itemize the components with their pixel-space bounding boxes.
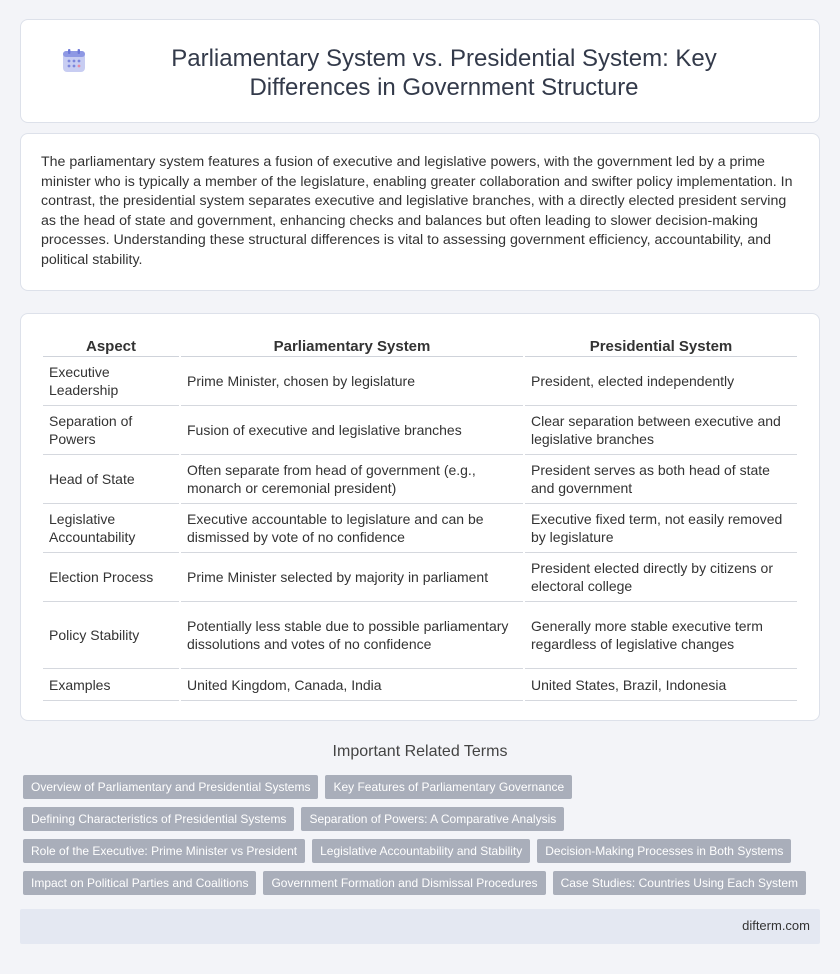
cell-parliamentary: Often separate from head of government (e.g., monarch or ceremonial president) xyxy=(181,455,523,504)
page-title: Parliamentary System vs. Presidential System: Key Differences in Government Structure xyxy=(171,45,717,101)
related-term-tag[interactable]: Role of the Executive: Prime Minister vs President xyxy=(23,839,305,863)
related-terms-heading: Important Related Terms xyxy=(332,743,508,760)
cell-aspect: Legislative Accountability xyxy=(43,504,179,553)
intro-card xyxy=(20,133,820,291)
table-row xyxy=(43,357,797,406)
cell-presidential: President serves as both head of state and government xyxy=(525,455,797,504)
title-card xyxy=(20,19,820,123)
related-term-tag[interactable]: Decision-Making Processes in Both Systems xyxy=(537,839,791,863)
cell-parliamentary: United Kingdom, Canada, India xyxy=(181,669,523,701)
header-presidential: Presidential System xyxy=(525,335,797,357)
related-term-tag[interactable]: Case Studies: Countries Using Each System xyxy=(553,871,806,895)
header-parliamentary: Parliamentary System xyxy=(181,335,523,357)
related-term-tag[interactable]: Key Features of Parliamentary Governance xyxy=(325,775,572,799)
cell-aspect: Separation of Powers xyxy=(43,406,179,455)
cell-parliamentary: Executive accountable to legislature and can be dismissed by vote of no confidence xyxy=(181,504,523,553)
cell-parliamentary: Potentially less stable due to possible parliamentary dissolutions and votes of no confidence xyxy=(181,602,523,669)
footer xyxy=(20,909,820,944)
intro-paragraph: The parliamentary system features a fusion of executive and legislative powers, with the government led by a prime minister who is typically a member of the legislature, enabling greater collaboration and swifter policy implementation. In contrast, the presidential system separates executive and legislative branches, with a directly elected president serving as the head of state and government, enhancing checks and balances but often leading to slower decision-making processes. Understanding these structural differences is vital to assessing government efficiency, accountability, and political stability. xyxy=(41,154,793,268)
cell-parliamentary: Prime Minister, chosen by legislature xyxy=(181,357,523,406)
comparison-table xyxy=(41,335,799,701)
cell-aspect: Policy Stability xyxy=(43,602,179,669)
related-term-tag[interactable]: Legislative Accountability and Stability xyxy=(312,839,530,863)
related-term-tag[interactable]: Government Formation and Dismissal Procedures xyxy=(263,871,545,895)
cell-aspect: Election Process xyxy=(43,553,179,602)
related-term-tag[interactable]: Impact on Political Parties and Coalitions xyxy=(23,871,256,895)
cell-presidential: Executive fixed term, not easily removed by legislature xyxy=(525,504,797,553)
cell-presidential: President elected directly by citizens or electoral college xyxy=(525,553,797,602)
related-terms-list xyxy=(23,775,813,903)
cell-presidential: Generally more stable executive term regardless of legislative changes xyxy=(525,602,797,669)
related-term-tag[interactable]: Defining Characteristics of Presidential Systems xyxy=(23,807,294,831)
cell-aspect: Executive Leadership xyxy=(43,357,179,406)
cell-presidential: United States, Brazil, Indonesia xyxy=(525,669,797,701)
table-row xyxy=(43,602,797,669)
table-row xyxy=(43,553,797,602)
related-term-tag[interactable]: Separation of Powers: A Comparative Analysis xyxy=(301,807,564,831)
comparison-table-card xyxy=(20,313,820,721)
table-header-row xyxy=(43,335,797,357)
cell-parliamentary: Fusion of executive and legislative branches xyxy=(181,406,523,455)
related-term-tag[interactable]: Overview of Parliamentary and Presidential Systems xyxy=(23,775,318,799)
footer-site-link[interactable]: difterm.com xyxy=(742,918,810,933)
table-row xyxy=(43,455,797,504)
cell-parliamentary: Prime Minister selected by majority in parliament xyxy=(181,553,523,602)
cell-aspect: Head of State xyxy=(43,455,179,504)
cell-aspect: Examples xyxy=(43,669,179,701)
table-row xyxy=(43,406,797,455)
cell-presidential: Clear separation between executive and legislative branches xyxy=(525,406,797,455)
header-aspect: Aspect xyxy=(43,335,179,357)
document-icon xyxy=(61,48,87,74)
table-row xyxy=(43,669,797,701)
table-row xyxy=(43,504,797,553)
cell-presidential: President, elected independently xyxy=(525,357,797,406)
